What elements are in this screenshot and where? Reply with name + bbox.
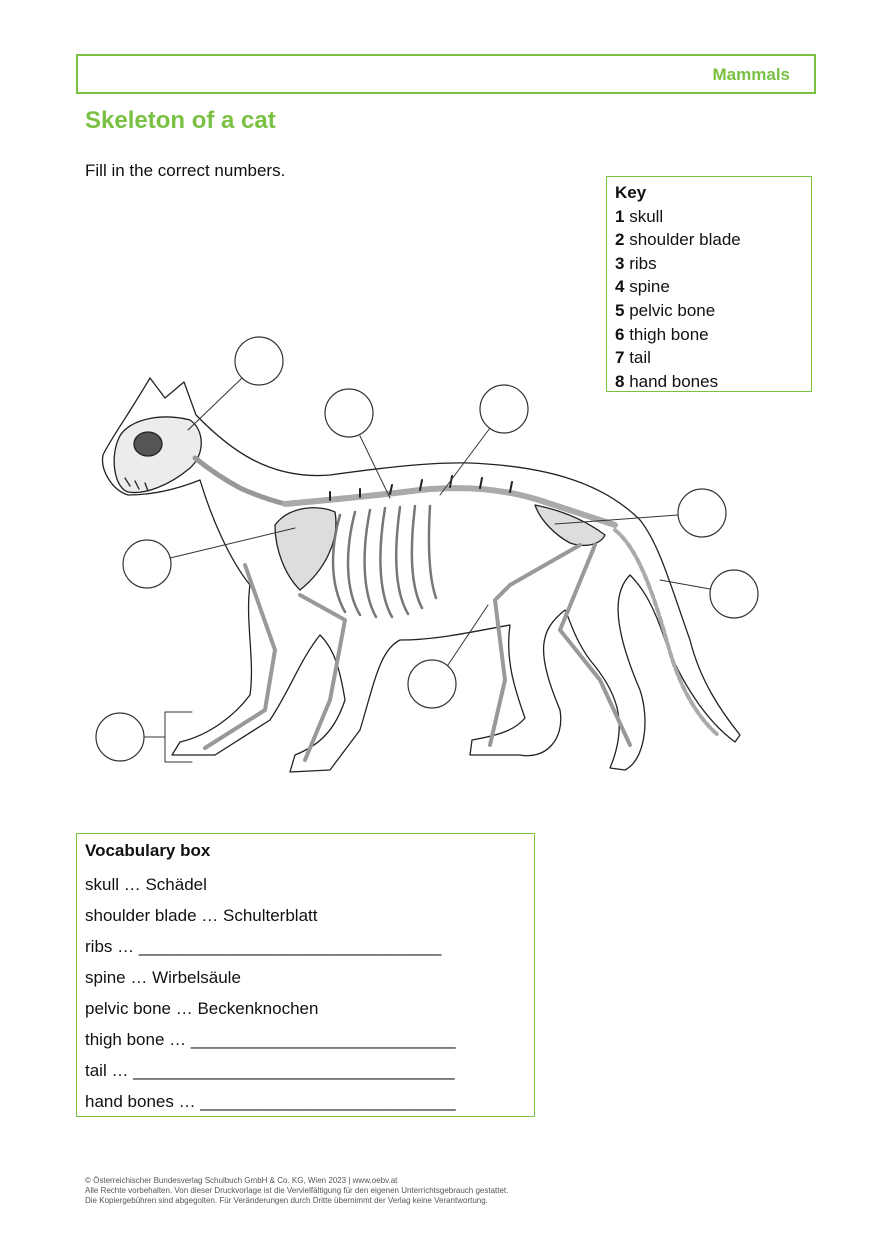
key-item: 5 pelvic bone — [615, 300, 716, 320]
key-title: Key — [615, 183, 647, 202]
vocabulary-row: pelvic bone … Beckenknochen — [85, 999, 319, 1018]
key-item: 7 tail — [615, 348, 651, 368]
front-leg-bones — [205, 565, 345, 760]
key-item: 4 spine — [615, 277, 670, 297]
vocabulary-row: thigh bone … ____________________________ — [85, 1030, 456, 1049]
vocabulary-row: tail … __________________________________ — [85, 1061, 455, 1080]
key-item: 2 shoulder blade — [615, 230, 741, 250]
vocabulary-row: shoulder blade … Schulterblatt — [85, 906, 318, 925]
key-item: 8 hand bones — [615, 371, 719, 391]
cat-skeleton-illustration — [88, 330, 768, 790]
vocabulary-row: spine … Wirbelsäule — [85, 968, 241, 987]
page-title: Skeleton of a cat — [85, 107, 276, 134]
copyright-footer — [85, 1176, 508, 1206]
label-circles — [96, 337, 758, 761]
tail-bones — [615, 530, 718, 735]
vocabulary-row: hand bones … ___________________________ — [85, 1092, 456, 1111]
section-label: Mammals — [712, 65, 790, 84]
key-item: 1 skull — [615, 206, 664, 226]
key-item: 3 ribs — [615, 253, 657, 273]
footer-line: Die Kopiergebühren sind abgegolten. Für Veränderungen durch Dritte übernimmt der Verlag keine Verantwortung. — [85, 1196, 488, 1205]
header-box — [76, 54, 816, 94]
footer-line: Alle Rechte vorbehalten. Von dieser Druckvorlage ist die Vervielfältigung für den eigenen Unterrichtsgebrauch gestattet. — [85, 1186, 509, 1195]
instruction-text: Fill in the correct numbers. — [85, 161, 286, 180]
ribs — [333, 506, 436, 617]
vocabulary-row: ribs … ________________________________ — [85, 937, 442, 956]
key-item: 6 thigh bone — [615, 324, 709, 344]
vocabulary-box — [76, 833, 535, 1117]
shoulder-blade — [275, 508, 336, 590]
vocabulary-title: Vocabulary box — [85, 841, 211, 860]
vocabulary-row: skull … Schädel — [85, 875, 207, 894]
neck-vertebrae — [195, 458, 285, 504]
footer-line: © Österreichischer Bundesverlag Schulbuch GmbH & Co. KG, Wien 2023 | www.oebv.at — [85, 1176, 398, 1185]
